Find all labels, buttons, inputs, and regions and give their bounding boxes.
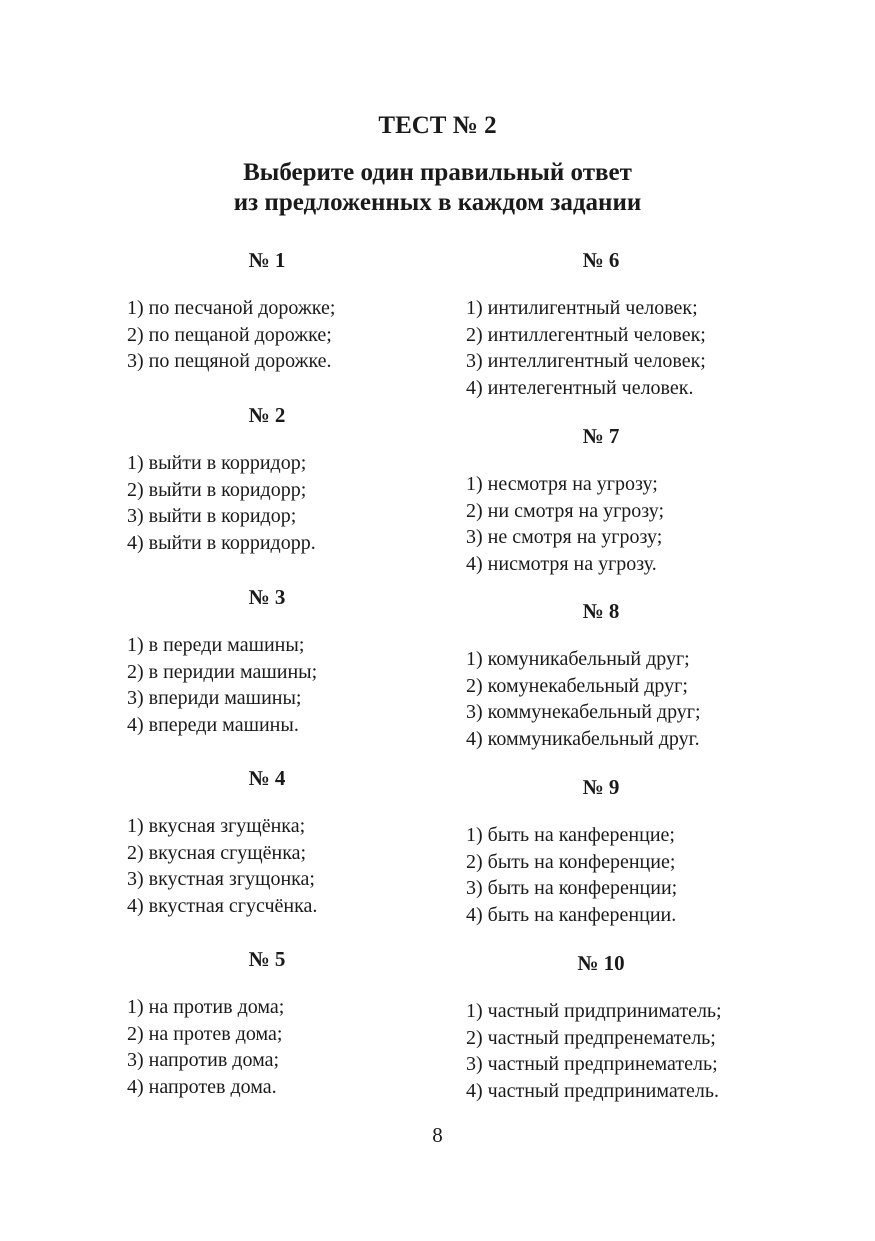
answer-option: 2) вкусная сгущёнка; bbox=[127, 841, 307, 864]
answer-option: 3) интеллигентный человек; bbox=[466, 350, 706, 372]
page-number: 8 bbox=[432, 1123, 443, 1147]
answer-option: 1) комуникабельный друг; bbox=[466, 648, 690, 670]
answer-option: 3) вкустная згущонка; bbox=[127, 868, 315, 890]
question-8 bbox=[466, 598, 766, 752]
question-1 bbox=[127, 247, 407, 375]
instructions-line-2: из предложенных в каждом задании bbox=[233, 189, 642, 216]
question-6 bbox=[466, 247, 766, 401]
question-number: № 1 bbox=[248, 248, 286, 272]
answer-option: 2) ни смотря на угрозу; bbox=[466, 499, 665, 522]
answer-option: 3) быть на конференции; bbox=[466, 877, 678, 899]
answer-options bbox=[127, 295, 407, 375]
answer-option: 1) в переди машины; bbox=[127, 634, 305, 656]
answer-options bbox=[127, 994, 407, 1100]
answer-option: 3) коммунекабельный друг; bbox=[466, 701, 701, 723]
question-2 bbox=[127, 402, 407, 556]
answer-options bbox=[127, 450, 407, 556]
answer-option: 4) частный предприниматель. bbox=[466, 1079, 719, 1102]
answer-options bbox=[466, 295, 766, 401]
question-number: № 4 bbox=[248, 766, 286, 790]
answer-option: 3) выйти в коридор; bbox=[127, 505, 297, 527]
answer-option: 1) выйти в корридор; bbox=[127, 452, 307, 474]
answer-option: 3) не смотря на угрозу; bbox=[466, 526, 663, 548]
answer-option: 2) выйти в коридорр; bbox=[127, 478, 307, 501]
answer-option: 2) в перидии машины; bbox=[127, 660, 318, 683]
question-4 bbox=[127, 765, 407, 919]
question-number: № 5 bbox=[248, 947, 286, 971]
answer-options bbox=[466, 998, 766, 1104]
answer-option: 2) частный предпренематель; bbox=[466, 1026, 716, 1049]
page-title: ТЕСТ № 2 bbox=[378, 112, 497, 139]
answer-option: 4) быть на канференции. bbox=[466, 903, 677, 926]
answer-option: 4) напротев дома. bbox=[127, 1075, 277, 1098]
answer-option: 1) несмотря на угрозу; bbox=[466, 473, 658, 495]
answer-option: 2) комунекабельный друг; bbox=[466, 674, 688, 697]
question-number: № 2 bbox=[248, 403, 286, 427]
answer-option: 2) быть на конференцие; bbox=[466, 850, 676, 873]
answer-option: 4) вкустная сгусчёнка. bbox=[127, 894, 318, 917]
answer-option: 2) на протев дома; bbox=[127, 1022, 283, 1045]
answer-options bbox=[466, 822, 766, 928]
question-number: № 6 bbox=[582, 248, 620, 272]
answer-option: 3) напротив дома; bbox=[127, 1049, 280, 1071]
question-9 bbox=[466, 774, 766, 928]
answer-option: 1) вкусная згущёнка; bbox=[127, 815, 306, 837]
answer-option: 4) впереди машины. bbox=[127, 713, 299, 736]
answer-options bbox=[466, 471, 766, 577]
question-number: № 9 bbox=[582, 775, 620, 799]
answer-option: 1) на против дома; bbox=[127, 996, 285, 1018]
question-10 bbox=[466, 950, 766, 1104]
answer-option: 1) частный придприниматель; bbox=[466, 1000, 722, 1022]
answer-option: 3) впериди машины; bbox=[127, 687, 302, 709]
answer-option: 2) по пещаной дорожке; bbox=[127, 323, 332, 346]
question-7 bbox=[466, 423, 766, 577]
instructions bbox=[0, 158, 875, 218]
answer-option: 1) по песчаной дорожке; bbox=[127, 297, 336, 319]
answer-option: 1) быть на канференцие; bbox=[466, 824, 675, 846]
answer-option: 4) выйти в корридорр. bbox=[127, 531, 316, 554]
question-3 bbox=[127, 584, 407, 738]
question-number: № 3 bbox=[248, 585, 286, 609]
question-5 bbox=[127, 946, 407, 1100]
answer-option: 3) частный предпринематель; bbox=[466, 1053, 718, 1075]
answer-option: 3) по пещяной дорожке. bbox=[127, 350, 332, 372]
answer-option: 1) интилигентный человек; bbox=[466, 297, 698, 319]
answer-options bbox=[127, 813, 407, 919]
question-number: № 7 bbox=[582, 424, 620, 448]
answer-option: 4) коммуникабельный друг. bbox=[466, 727, 700, 750]
answer-options bbox=[127, 632, 407, 738]
instructions-line-1: Выберите один правильный ответ bbox=[243, 159, 632, 186]
answer-option: 4) нисмотря на угрозу. bbox=[466, 552, 657, 575]
answer-option: 2) интиллегентный человек; bbox=[466, 323, 706, 346]
question-number: № 10 bbox=[577, 951, 625, 975]
question-number: № 8 bbox=[582, 599, 620, 623]
answer-options bbox=[466, 646, 766, 752]
answer-option: 4) интелегентный человек. bbox=[466, 376, 694, 399]
